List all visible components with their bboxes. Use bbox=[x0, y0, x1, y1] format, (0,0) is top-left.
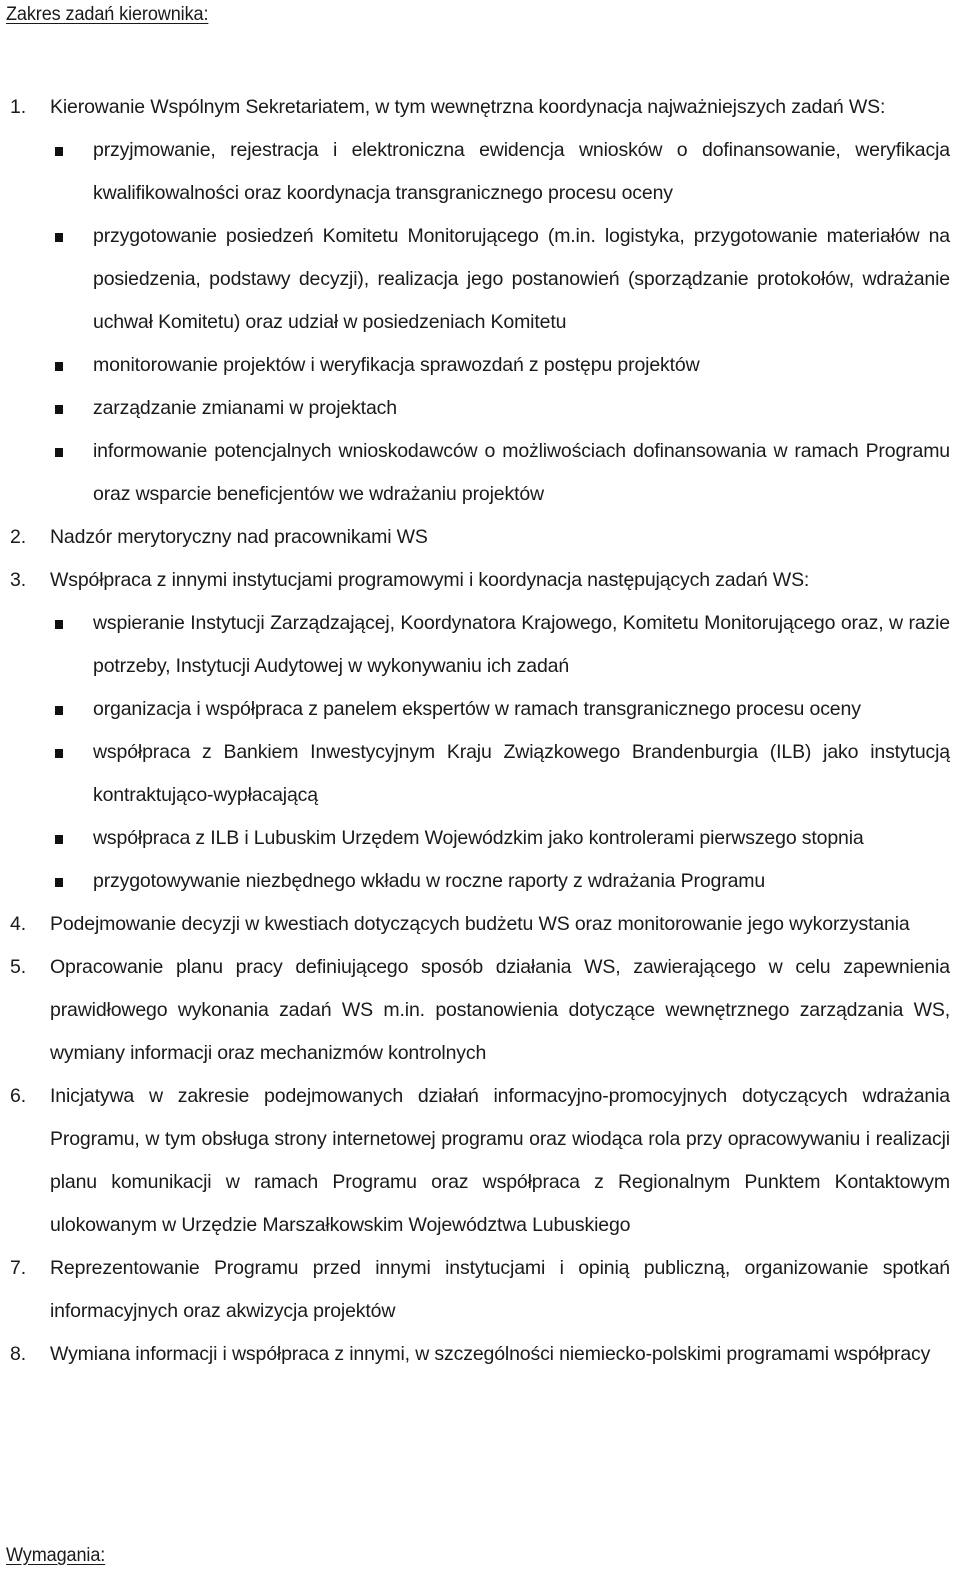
list-item bbox=[0, 516, 950, 559]
square-bullet-icon bbox=[55, 233, 63, 242]
sub-list-item-text: wspieranie Instytucji Zarządzającej, Koordynatora Krajowego, Komitetu Monitorującego oraz, w razie potrzeby, Instytucji Audytowej w wykonywaniu ich zadań bbox=[93, 612, 950, 677]
square-bullet-icon bbox=[55, 362, 63, 371]
item-text: Inicjatywa w zakresie podejmowanych działań informacyjno-promocyjnych dotyczących wdrażania Programu, w tym obsługa strony internetowej programu oraz wiodąca rola przy opracowywaniu i realizacji planu komunikacji w ramach Programu oraz współpraca z Regionalnym Punktem Kontaktowym ulokowanym w Urzędzie Marszałkowskim Województwa Lubuskiego bbox=[50, 1085, 950, 1236]
list-item bbox=[0, 559, 950, 903]
list-item bbox=[0, 1247, 950, 1333]
sub-list-item-text: organizacja i współpraca z panelem ekspertów w ramach transgranicznego procesu oceny bbox=[93, 698, 861, 720]
square-bullet-icon bbox=[55, 620, 63, 629]
sub-list-item bbox=[50, 344, 950, 387]
sub-list-item-text: przygotowywanie niezbędnego wkładu w roczne raporty z wdrażania Programu bbox=[93, 870, 766, 892]
square-bullet-icon bbox=[55, 448, 63, 457]
item-number: 6. bbox=[10, 1085, 26, 1107]
sub-list-item bbox=[50, 817, 950, 860]
item-text: Wymiana informacji i współpraca z innymi, w szczególności niemiecko-polskimi programami współpracy bbox=[50, 1343, 931, 1365]
sub-list bbox=[50, 602, 950, 903]
item-text: Nadzór merytoryczny nad pracownikami WS bbox=[50, 526, 428, 548]
list-item bbox=[0, 946, 950, 1075]
square-bullet-icon bbox=[55, 147, 63, 156]
sub-list-item bbox=[50, 688, 950, 731]
sub-list-item bbox=[50, 602, 950, 688]
list-item bbox=[0, 1075, 950, 1247]
sub-list-item-text: współpraca z Bankiem Inwestycyjnym Kraju Związkowego Brandenburgia (ILB) jako instytucją kontraktująco-wypłacającą bbox=[93, 741, 950, 806]
section-heading-tasks: Zakres zadań kierownika: bbox=[6, 4, 209, 25]
item-text: Opracowanie planu pracy definiującego sposób działania WS, zawierającego w celu zapewnienia prawidłowego wykonania zadań WS m.in. postanowienia dotyczące wewnętrznego zarządzania WS, wymiany informacji oraz mechanizmów kontrolnych bbox=[50, 956, 950, 1064]
sub-list-item bbox=[50, 387, 950, 430]
sub-list-item-text: monitorowanie projektów i weryfikacja sprawozdań z postępu projektów bbox=[93, 354, 700, 376]
item-text: Reprezentowanie Programu przed innymi instytucjami i opinią publiczną, organizowanie spotkań informacyjnych oraz akwizycja projektów bbox=[50, 1257, 950, 1322]
sub-list-item bbox=[50, 430, 950, 516]
item-number: 5. bbox=[10, 956, 26, 978]
item-text: Podejmowanie decyzji w kwestiach dotyczących budżetu WS oraz monitorowanie jego wykorzystania bbox=[50, 913, 910, 935]
square-bullet-icon bbox=[55, 706, 63, 715]
sub-list-item bbox=[50, 129, 950, 215]
item-number: 3. bbox=[10, 569, 26, 591]
list-item bbox=[0, 86, 950, 516]
item-number: 2. bbox=[10, 526, 26, 548]
item-number: 4. bbox=[10, 913, 26, 935]
sub-list-item bbox=[50, 215, 950, 344]
sub-list bbox=[50, 129, 950, 516]
task-list bbox=[0, 86, 950, 1376]
list-item bbox=[0, 903, 950, 946]
item-number: 1. bbox=[10, 96, 26, 118]
item-text: Współpraca z innymi instytucjami programowymi i koordynacja następujących zadań WS: bbox=[50, 569, 810, 591]
square-bullet-icon bbox=[55, 835, 63, 844]
item-text: Kierowanie Wspólnym Sekretariatem, w tym wewnętrzna koordynacja najważniejszych zadań WS: bbox=[50, 96, 886, 118]
sub-list-item-text: przygotowanie posiedzeń Komitetu Monitorującego (m.in. logistyka, przygotowanie materiałów na posiedzenia, podstawy decyzji), realizacja jego postanowień (sporządzanie protokołów, wdrażanie uchwał Komitetu) oraz udział w posiedzeniach Komitetu bbox=[93, 225, 950, 333]
sub-list-item-text: zarządzanie zmianami w projektach bbox=[93, 397, 397, 419]
list-item bbox=[0, 1333, 950, 1376]
section-heading-requirements: Wymagania: bbox=[6, 1545, 106, 1566]
sub-list-item bbox=[50, 731, 950, 817]
item-number: 7. bbox=[10, 1257, 26, 1279]
sub-list-item-text: przyjmowanie, rejestracja i elektroniczna ewidencja wniosków o dofinansowanie, weryfikacja kwalifikowalności oraz koordynacja transgranicznego procesu oceny bbox=[93, 139, 950, 204]
sub-list-item-text: informowanie potencjalnych wnioskodawców o możliwościach dofinansowania w ramach Programu oraz wsparcie beneficjentów we wdrażaniu projektów bbox=[93, 440, 950, 505]
sub-list-item-text: współpraca z ILB i Lubuskim Urzędem Wojewódzkim jako kontrolerami pierwszego stopnia bbox=[93, 827, 864, 849]
sub-list-item bbox=[50, 860, 950, 903]
square-bullet-icon bbox=[55, 878, 63, 887]
square-bullet-icon bbox=[55, 749, 63, 758]
square-bullet-icon bbox=[55, 405, 63, 414]
item-number: 8. bbox=[10, 1343, 26, 1365]
